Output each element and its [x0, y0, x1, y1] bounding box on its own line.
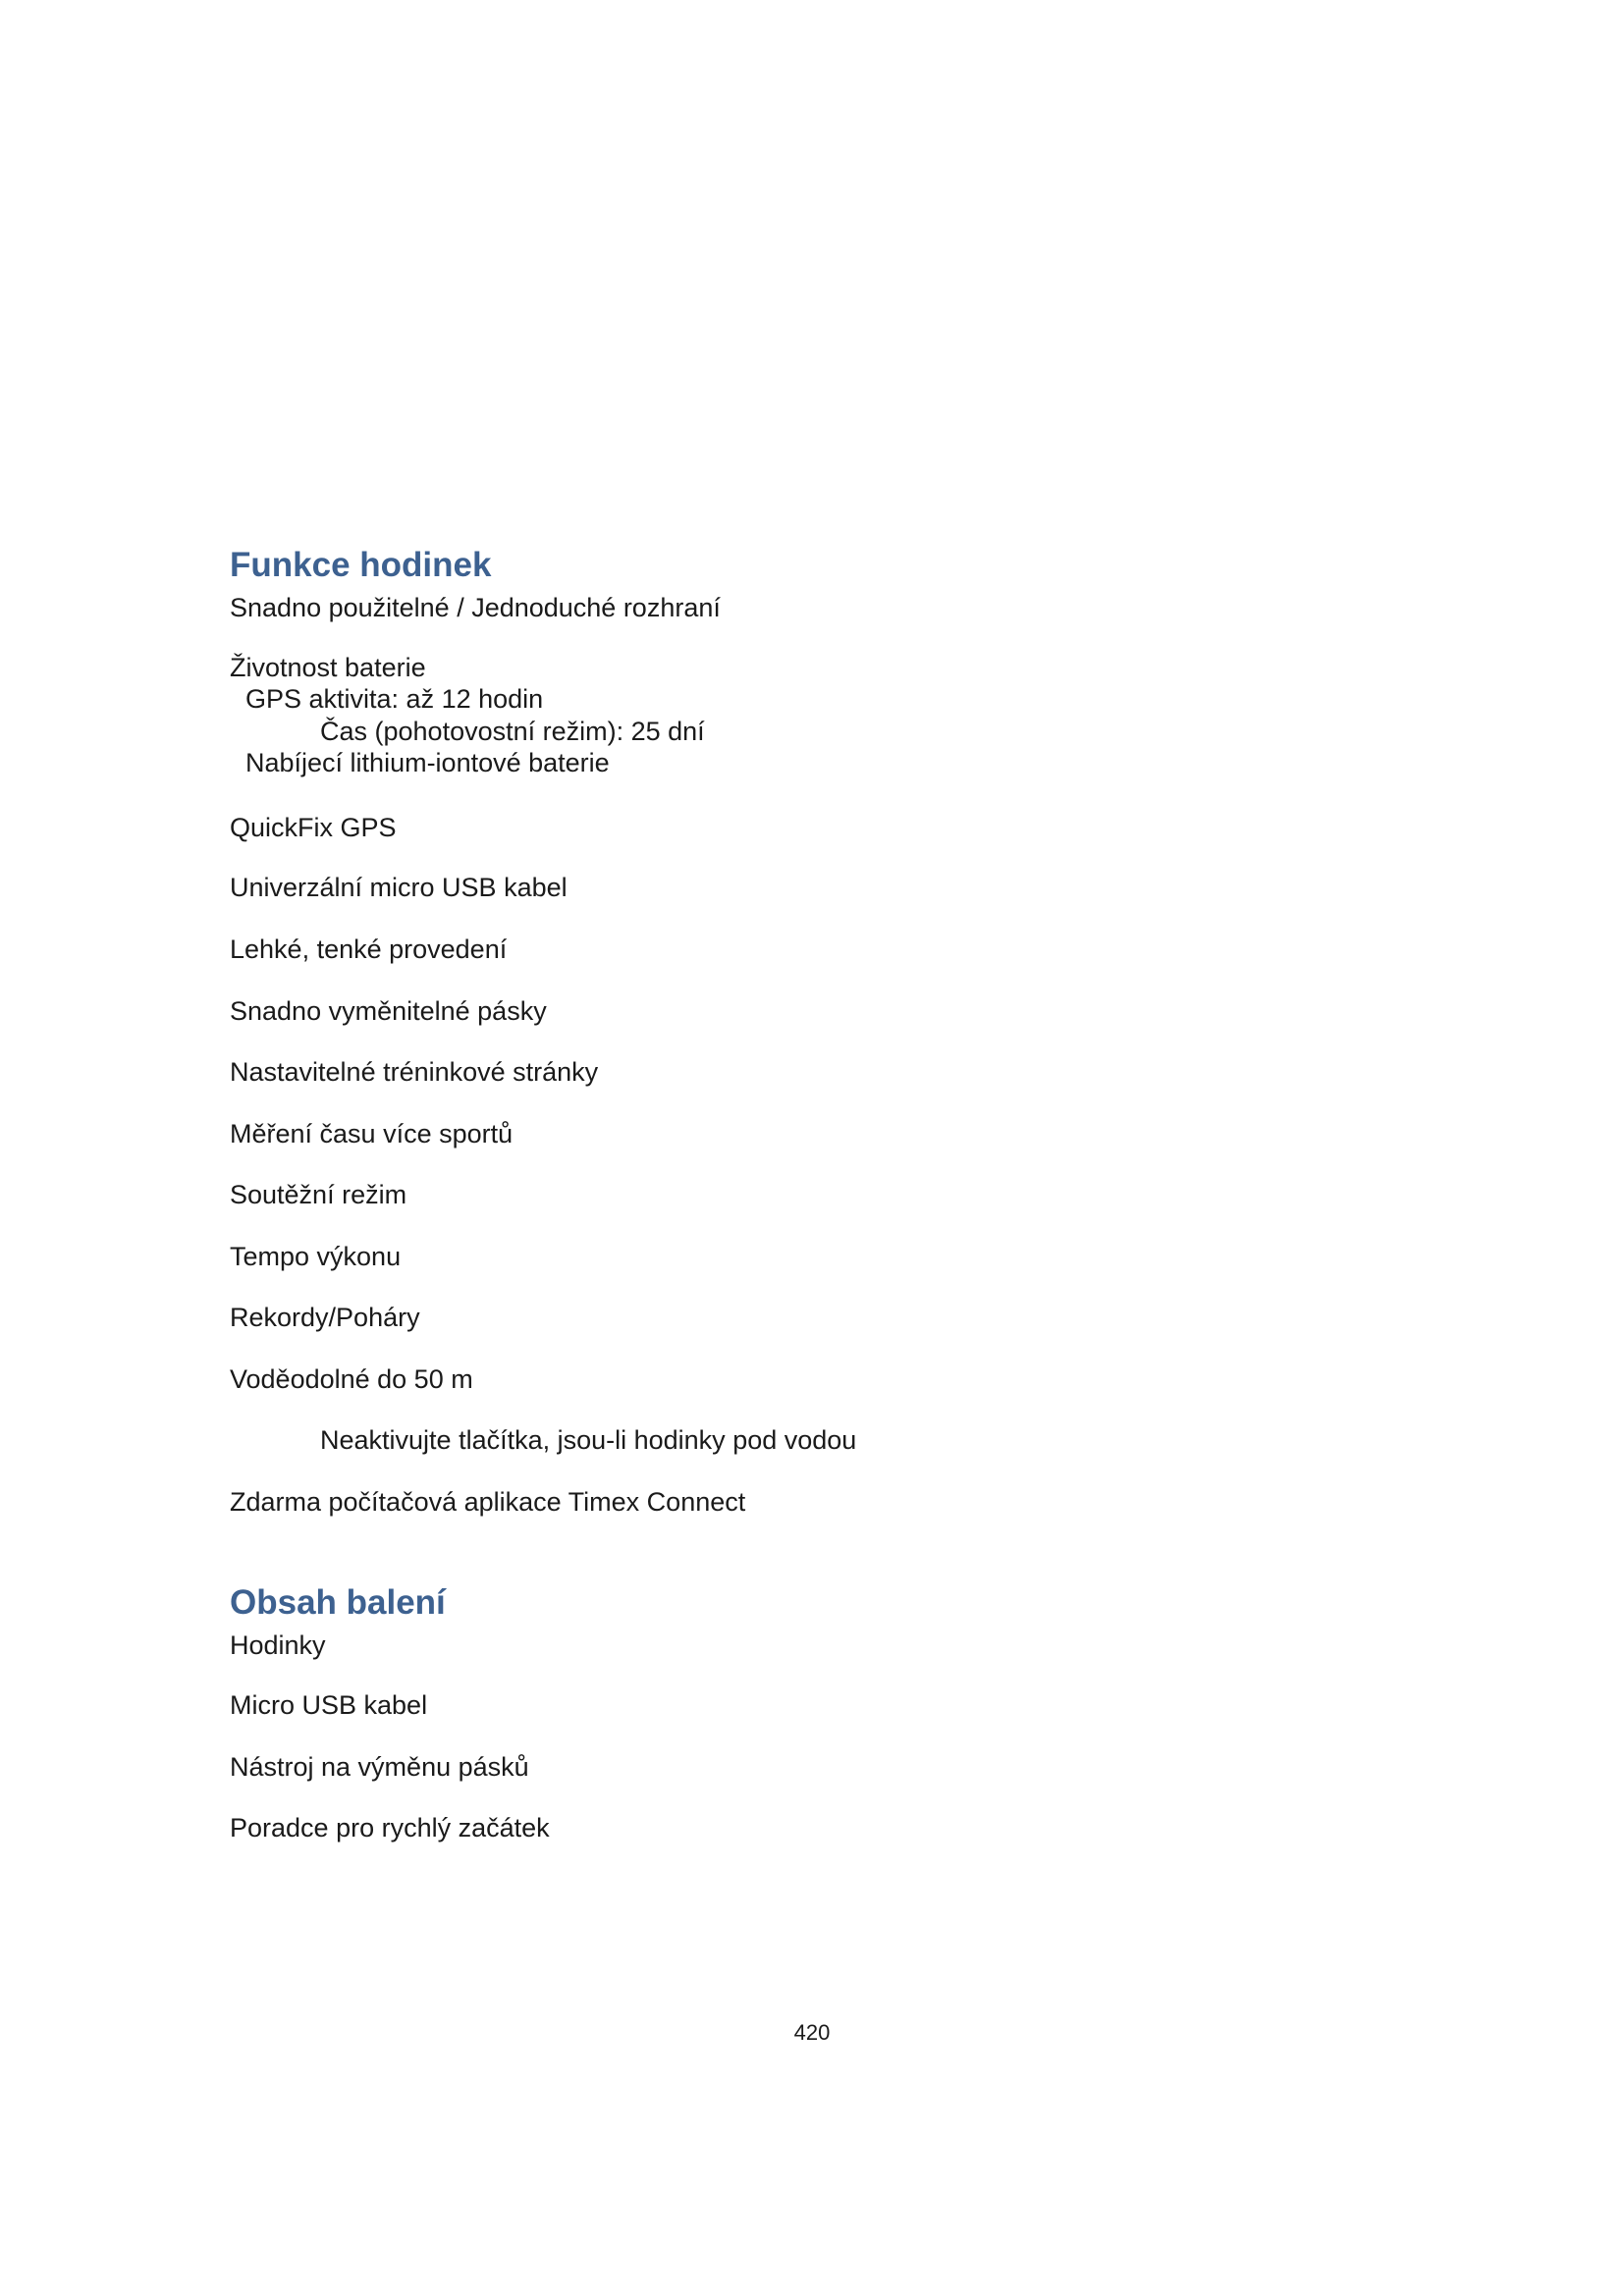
package-item: Nástroj na výměnu pásků — [230, 1752, 529, 1782]
feature-item: QuickFix GPS — [230, 813, 397, 842]
feature-item: Univerzální micro USB kabel — [230, 873, 568, 902]
feature-item: Tempo výkonu — [230, 1242, 402, 1271]
feature-item: Rekordy/Poháry — [230, 1303, 420, 1332]
feature-item: Zdarma počítačová aplikace Timex Connect — [230, 1487, 746, 1517]
package-title: Obsah balení — [230, 1583, 446, 1622]
package-section — [230, 1583, 1408, 1623]
features-section — [230, 546, 1408, 585]
feature-item: Snadno vyměnitelné pásky — [230, 996, 547, 1026]
page-number: 420 — [793, 2020, 831, 2045]
package-item: Poradce pro rychlý začátek — [230, 1813, 550, 1842]
feature-subitem: Neaktivujte tlačítka, jsou-li hodinky pod vodou — [320, 1425, 857, 1455]
package-item: Micro USB kabel — [230, 1690, 428, 1720]
feature-item: Snadno použitelné / Jednoduché rozhraní — [230, 593, 721, 622]
feature-item: Životnost baterie — [230, 653, 426, 682]
feature-subitem: Čas (pohotovostní režim): 25 dní — [320, 717, 705, 746]
feature-item: Voděodolné do 50 m — [230, 1364, 473, 1394]
feature-item: Měření času více sportů — [230, 1119, 514, 1148]
feature-item: Soutěžní režim — [230, 1180, 407, 1209]
package-item: Hodinky — [230, 1630, 326, 1660]
feature-item: Nastavitelné tréninkové stránky — [230, 1057, 599, 1087]
feature-item: Lehké, tenké provedení — [230, 934, 508, 964]
feature-subitem: Nabíjecí lithium-iontové baterie — [245, 748, 610, 777]
features-title: Funkce hodinek — [230, 546, 492, 584]
feature-subitem: GPS aktivita: až 12 hodin — [245, 684, 544, 714]
